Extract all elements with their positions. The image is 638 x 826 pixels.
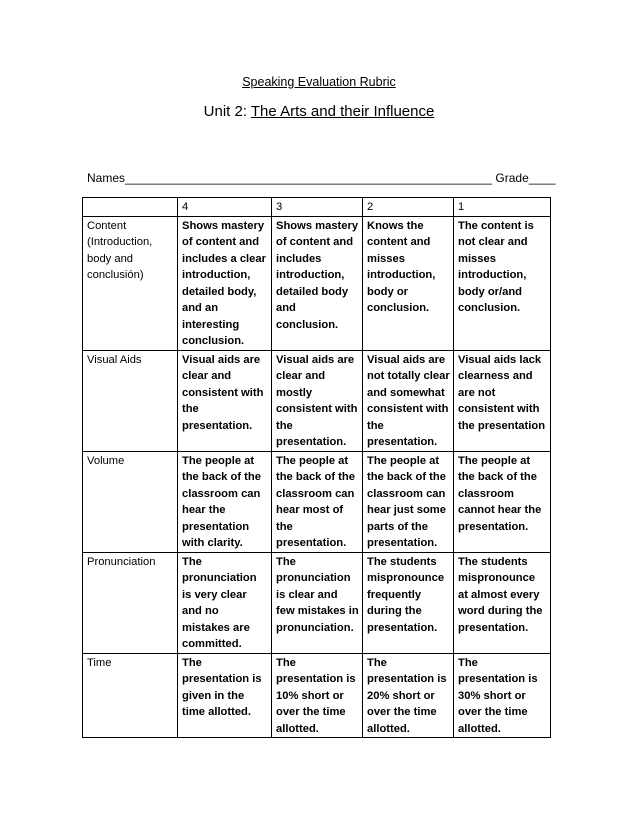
criterion-content: Content (Introduction, body and conclusión) [83, 216, 178, 350]
criterion-visual-aids: Visual Aids [83, 350, 178, 451]
descriptor-cell: Visual aids are clear and mostly consistent with the presentation. [272, 350, 363, 451]
header-cell-score-2: 2 [363, 198, 454, 217]
names-grade-line: Names_______________________________________________________ Grade____ [87, 171, 556, 185]
descriptor-cell: The content is not clear and misses introduction, body or/and conclusion. [454, 216, 551, 350]
descriptor-cell: The people at the back of the classroom cannot hear the presentation. [454, 451, 551, 552]
descriptor-cell: The people at the back of the classroom can hear the presentation with clarity. [178, 451, 272, 552]
table-row [83, 350, 551, 451]
descriptor-cell: Shows mastery of content and includes a clear introduction, detailed body, and an interesting conclusion. [178, 216, 272, 350]
descriptor-cell: The presentation is 20% short or over the time allotted. [363, 653, 454, 738]
criterion-time: Time [83, 653, 178, 738]
descriptor-cell: The pronunciation is clear and few mistakes in pronunciation. [272, 552, 363, 653]
descriptor-cell: The presentation is given in the time allotted. [178, 653, 272, 738]
descriptor-cell: Visual aids are not totally clear and somewhat consistent with the presentation. [363, 350, 454, 451]
unit-heading [0, 103, 638, 120]
descriptor-cell: The people at the back of the classroom can hear most of the presentation. [272, 451, 363, 552]
descriptor-cell: The pronunciation is very clear and no mistakes are committed. [178, 552, 272, 653]
header-cell-score-3: 3 [272, 198, 363, 217]
descriptor-cell: The students mispronounce frequently during the presentation. [363, 552, 454, 653]
descriptor-cell: The people at the back of the classroom can hear just some parts of the presentation. [363, 451, 454, 552]
table-row [83, 216, 551, 350]
table-row [83, 451, 551, 552]
descriptor-cell: Visual aids lack clearness and are not consistent with the presentation [454, 350, 551, 451]
page-title: Speaking Evaluation Rubric [242, 75, 396, 89]
rubric-table [82, 197, 551, 738]
criterion-pronunciation: Pronunciation [83, 552, 178, 653]
descriptor-cell: Knows the content and misses introduction, body or conclusion. [363, 216, 454, 350]
header-cell-score-4: 4 [178, 198, 272, 217]
table-row [83, 552, 551, 653]
unit-name: The Arts and their Influence [250, 103, 435, 120]
descriptor-cell: The presentation is 10% short or over the time allotted. [272, 653, 363, 738]
criterion-volume: Volume [83, 451, 178, 552]
header-cell-criterion [83, 198, 178, 217]
descriptor-cell: Visual aids are clear and consistent with the presentation. [178, 350, 272, 451]
descriptor-cell: Shows mastery of content and includes introduction, detailed body and conclusion. [272, 216, 363, 350]
table-header-row [83, 198, 551, 217]
unit-prefix: Unit 2: [203, 103, 251, 120]
table-row [83, 653, 551, 738]
descriptor-cell: The students mispronounce at almost every word during the presentation. [454, 552, 551, 653]
descriptor-cell: The presentation is 30% short or over the time allotted. [454, 653, 551, 738]
header-cell-score-1: 1 [454, 198, 551, 217]
